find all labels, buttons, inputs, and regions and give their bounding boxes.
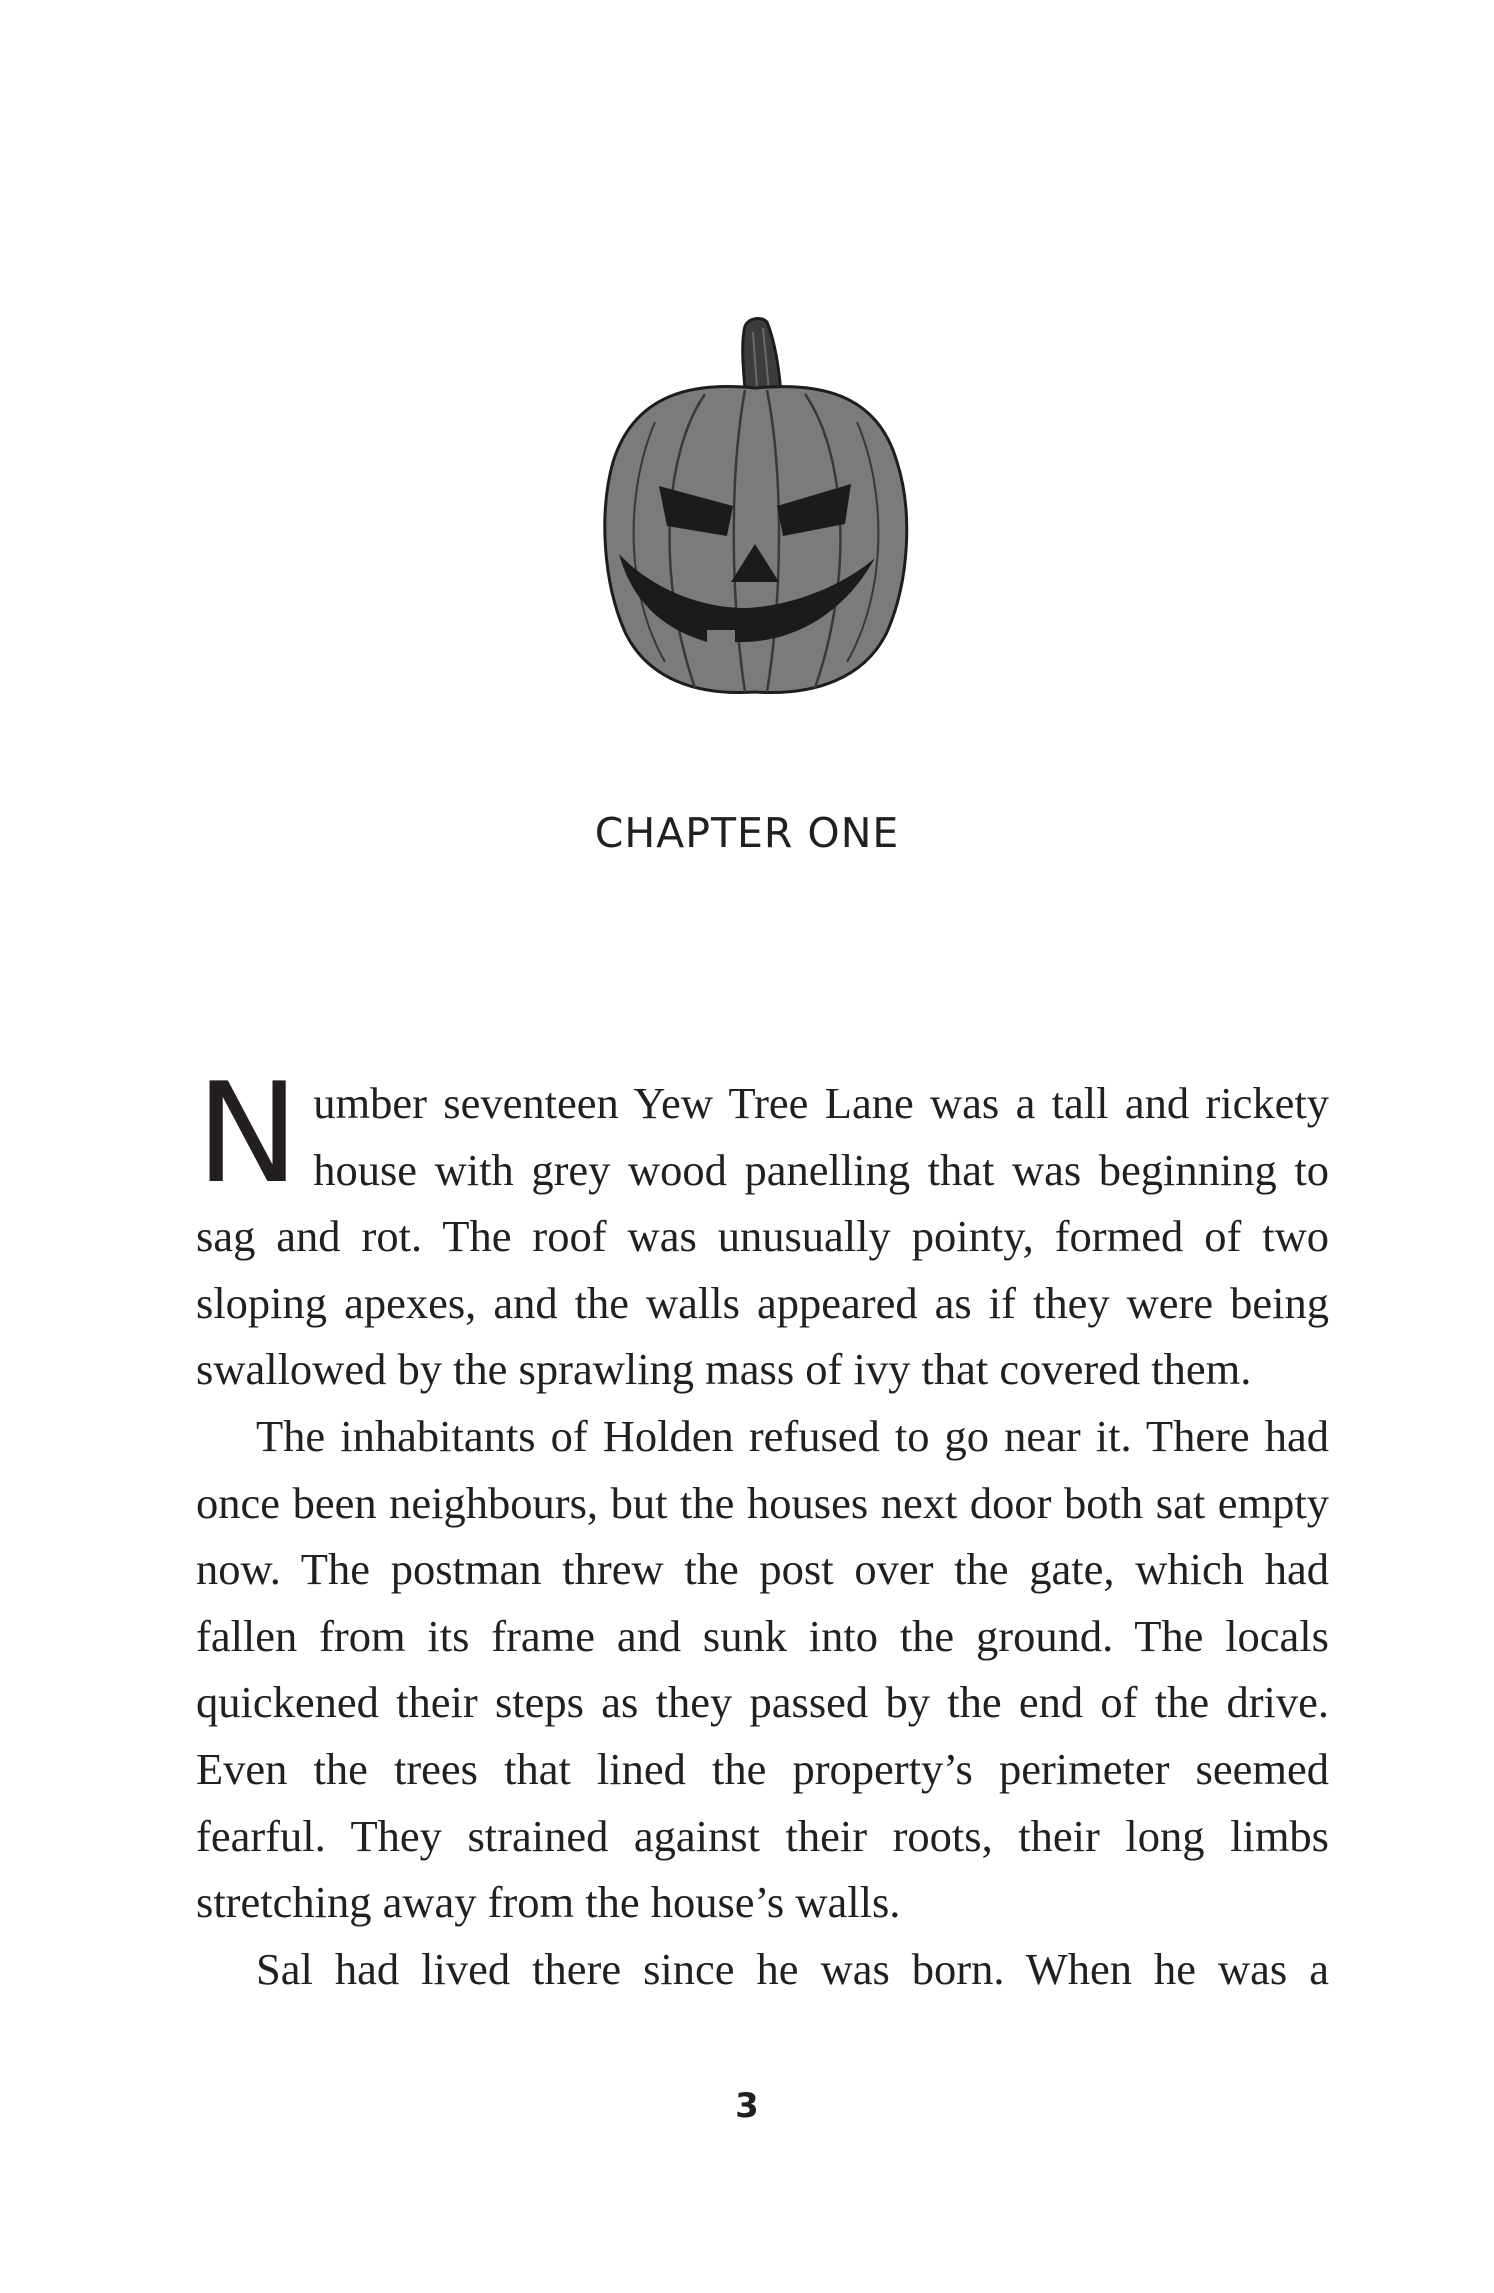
body-text [196,1053,1329,2002]
page-number: 3 [735,2086,759,2126]
chapter-title: CHAPTER ONE [594,809,900,857]
paragraph-2 [196,1403,1329,1936]
paragraph-1 [196,1053,1329,1403]
jack-o-lantern-icon [595,312,915,704]
jack-o-lantern-illustration [595,312,915,704]
paragraph-2-text: The inhabitants of Holden refused to go near it. There had once been neighbours, but the houses next door both sat empty now. The postman threw the post over the gate, which had fallen from its frame and sunk into the ground. The locals quickened their steps as they passed by the end of the drive. Even the trees that lined the property’s perimeter seemed fearful. They strained against their roots, their long limbs stretching away from the house’s walls. [196,1410,1329,1928]
paragraph-3 [196,1936,1329,2003]
drop-cap: N [196,1053,300,1214]
paragraph-3-text: Sal had lived there since he was born. When he was a [256,1943,1329,1994]
paragraph-1-text: umber seventeen Yew Tree Lane was a tall and rickety house with grey wood panelling that was beginning to sag and rot. The roof was unusually pointy, formed of two sloping apexes, and the walls appeared as if they were being swallowed by the sprawling mass of ivy that covered them. [196,1078,1329,1395]
